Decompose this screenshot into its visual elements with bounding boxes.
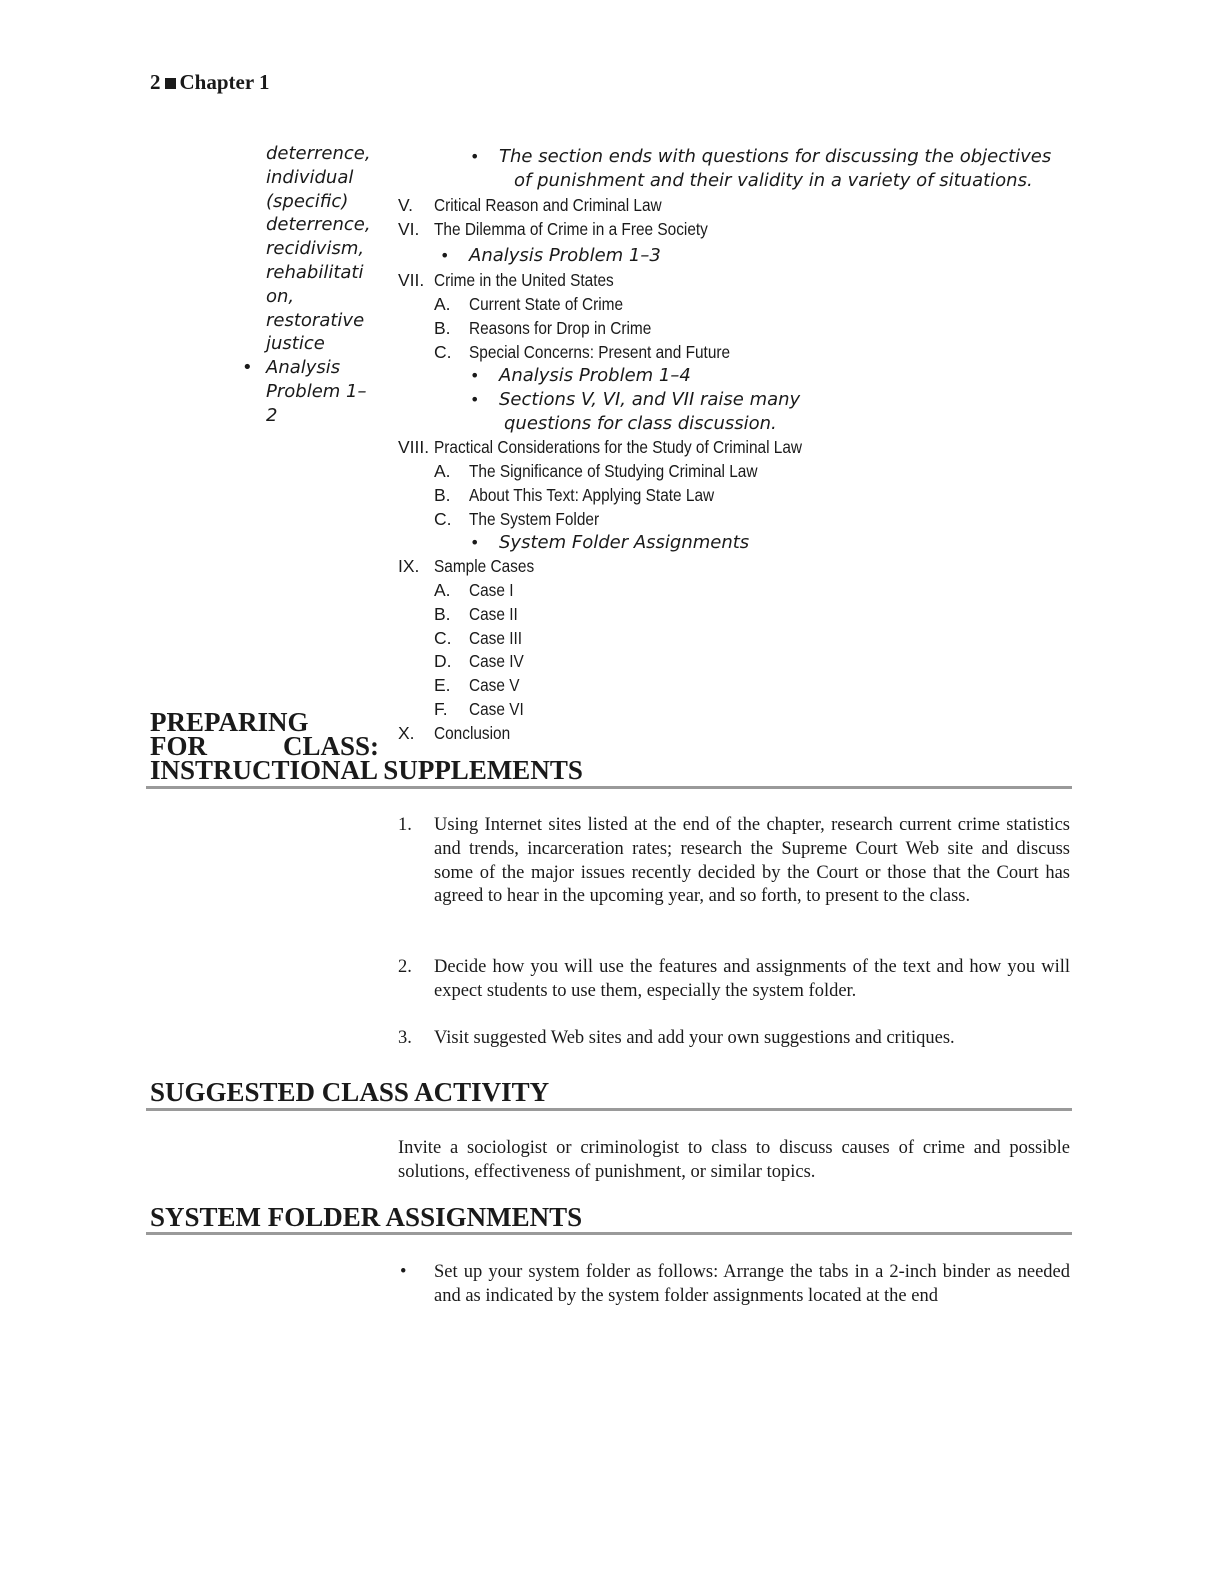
outline-bullet-text: The section ends with questions for discussing the objectives xyxy=(499,146,1052,167)
activity-text: Invite a sociologist or criminologist to class to discuss causes of crime and possible solutions, effectiveness of punishment, or similar topics. xyxy=(398,1138,1070,1182)
bullet-icon: • xyxy=(400,1262,407,1282)
term-line: deterrence, xyxy=(266,214,371,236)
heading-line: FOR xyxy=(150,731,207,761)
item-number: 1. xyxy=(398,815,412,835)
outline-letter: A. xyxy=(434,580,451,600)
term-line: recidivism, xyxy=(266,238,365,260)
term-line: deterrence, xyxy=(266,143,371,164)
outline-bullet-text: Analysis Problem 1–4 xyxy=(499,365,691,386)
outline-numeral: VII. xyxy=(398,270,425,290)
outline-subitem: About This Text: Applying State Law xyxy=(469,485,715,505)
outline-subitem: The System Folder xyxy=(469,509,600,529)
outline-subitem: Reasons for Drop in Crime xyxy=(469,318,652,338)
outline-item: The Dilemma of Crime in a Free Society xyxy=(434,219,708,239)
outline-letter: E. xyxy=(434,675,451,695)
chapter-label: Chapter 1 xyxy=(179,70,270,94)
item-number: 2. xyxy=(398,957,412,977)
outline-subitem: Case I xyxy=(469,580,514,600)
outline-subitem: Case VI xyxy=(469,699,524,719)
bullet-icon: • xyxy=(242,357,253,379)
outline-item: Critical Reason and Criminal Law xyxy=(434,195,662,215)
section-heading: SYSTEM FOLDER ASSIGNMENTS xyxy=(150,1202,583,1232)
term-line: Analysis xyxy=(266,357,341,379)
list-item: Decide how you will use the features and assignments of the text and how you will expect students to use them, especially the system folder. xyxy=(434,957,1070,1001)
outline-subitem: Special Concerns: Present and Future xyxy=(469,342,731,362)
outline-letter: D. xyxy=(434,651,452,671)
outline-subitem: The Significance of Studying Criminal Law xyxy=(469,461,758,481)
heading-line: INSTRUCTIONAL SUPPLEMENTS xyxy=(150,755,583,785)
outline-subitem: Case II xyxy=(469,604,518,624)
outline-letter: C. xyxy=(434,628,452,648)
term-line: on, xyxy=(266,285,295,307)
outline-bullet-text: Analysis Problem 1–3 xyxy=(469,245,661,266)
term-line: 2 xyxy=(266,404,278,426)
outline-subitem: Case V xyxy=(469,675,520,695)
item-number: 3. xyxy=(398,1028,412,1048)
page-number: 2 xyxy=(150,70,161,94)
section-divider xyxy=(146,786,1072,789)
bullet-icon: • xyxy=(470,147,480,166)
term-line: restorative xyxy=(266,309,365,331)
page-header xyxy=(150,70,270,95)
outline-item: Practical Considerations for the Study of Criminal Law xyxy=(434,437,803,457)
bullet-icon: • xyxy=(470,390,480,409)
outline-letter: F. xyxy=(434,699,448,719)
outline-numeral: IX. xyxy=(398,556,420,576)
section-divider xyxy=(146,1232,1072,1235)
outline-item: Crime in the United States xyxy=(434,270,614,290)
outline-letter: B. xyxy=(434,485,451,505)
outline-item: Sample Cases xyxy=(434,556,535,576)
outline-letter: C. xyxy=(434,509,452,529)
term-line: (specific) xyxy=(266,190,349,212)
outline-letter: B. xyxy=(434,318,451,338)
outline-numeral: VIII. xyxy=(398,437,430,457)
list-item: Using Internet sites listed at the end of the chapter, research current crime statistics and trends, incarceration rates; research the Supreme Court Web site and discuss some of the major issues recently decided by the Court or those that the Court has agreed to hear in the upcoming year, and so forth, to present to the class. xyxy=(434,815,1070,907)
outline-bullet-text: Sections V, VI, and VII raise many xyxy=(499,389,801,410)
left-terms-column xyxy=(242,142,378,428)
outline-numeral: X. xyxy=(398,723,415,743)
outline-letter: A. xyxy=(434,294,451,314)
bullet-icon: • xyxy=(440,246,450,265)
list-item: Set up your system folder as follows: Arrange the tabs in a 2-inch binder as needed and as indicated by the system folder assignments located at the end xyxy=(434,1262,1070,1306)
bullet-icon: • xyxy=(470,533,480,552)
outline-numeral: V. xyxy=(398,195,413,215)
outline-bullet-text: questions for class discussion. xyxy=(504,413,777,434)
term-line: Problem 1– xyxy=(266,380,367,402)
section-divider xyxy=(146,1108,1072,1111)
heading-line: CLASS: xyxy=(283,731,380,761)
outline-numeral: VI. xyxy=(398,219,420,239)
outline-bullet-text: System Folder Assignments xyxy=(499,532,750,553)
term-line: justice xyxy=(266,333,325,355)
outline-letter: A. xyxy=(434,461,451,481)
bullet-icon: • xyxy=(470,366,480,385)
outline-subitem: Case IV xyxy=(469,651,524,671)
list-item: Visit suggested Web sites and add your own suggestions and critiques. xyxy=(434,1028,955,1048)
heading-line: PREPARING xyxy=(150,707,309,737)
outline-letter: C. xyxy=(434,342,452,362)
outline-letter: B. xyxy=(434,604,451,624)
term-line: rehabilitati xyxy=(266,261,364,283)
section-heading: SUGGESTED CLASS ACTIVITY xyxy=(150,1077,550,1107)
square-bullet-icon xyxy=(165,78,176,89)
outline-bullet-text: of punishment and their validity in a variety of situations. xyxy=(514,170,1033,191)
term-line: individual xyxy=(266,166,354,188)
outline-subitem: Current State of Crime xyxy=(469,294,624,314)
outline-subitem: Case III xyxy=(469,628,523,648)
outline-item: Conclusion xyxy=(434,723,511,743)
